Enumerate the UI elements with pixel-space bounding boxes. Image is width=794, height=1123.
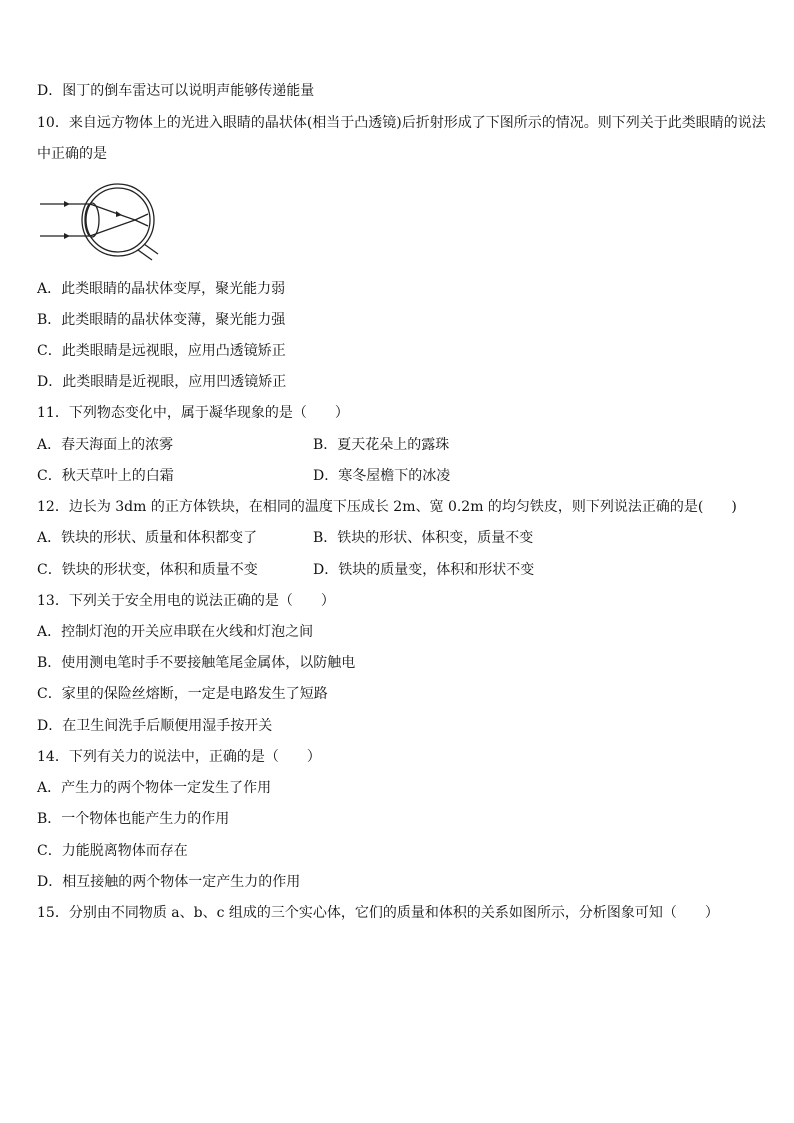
q11-option-a: A．春天海面上的浓雾	[37, 437, 174, 453]
refracted-ray-lower	[90, 220, 135, 236]
q12-option-c: C．铁块的形状变，体积和质量不变	[37, 562, 258, 578]
q11-option-d: D．寒冬屋檐下的冰凌	[313, 468, 451, 484]
eyeball-outline	[82, 184, 154, 256]
optic-nerve-lower	[138, 250, 152, 260]
q11-stem: 11．下列物态变化中，属于凝华现象的是（ ）	[37, 405, 349, 421]
q15-stem: 15．分别由不同物质 a、b、c 组成的三个实心体，它们的质量和体积的关系如图所示，分析图象可知（ ）	[37, 905, 719, 921]
q10-option-d: D．此类眼睛是近视眼，应用凹透镜矫正	[37, 374, 287, 390]
q14-option-a: A．产生力的两个物体一定发生了作用	[37, 780, 272, 796]
q12-option-b: B．铁块的形状、体积变，质量不变	[313, 530, 534, 546]
q10-option-c: C．此类眼睛是远视眼，应用凸透镜矫正	[37, 343, 286, 359]
q14-stem: 14．下列有关力的说法中，正确的是（ ）	[37, 749, 321, 765]
arrow-upper	[64, 201, 70, 207]
eye-diagram	[40, 182, 170, 262]
q10-option-b: B．此类眼睛的晶状体变薄，聚光能力强	[37, 312, 286, 328]
diverging-ray-upper	[135, 220, 148, 226]
diverging-ray-lower	[135, 214, 148, 220]
q13-option-b: B．使用测电笔时手不要接触笔尾金属体，以防触电	[37, 655, 356, 671]
optic-nerve-upper	[144, 244, 158, 254]
q13-option-a: A．控制灯泡的开关应串联在火线和灯泡之间	[37, 624, 314, 640]
q14-option-c: C．力能脱离物体而存在	[37, 843, 188, 859]
q13-option-d: D．在卫生间洗手后顺便用湿手按开关	[37, 718, 273, 734]
q13-stem: 13．下列关于安全用电的说法正确的是（ ）	[37, 593, 335, 609]
q14-option-d: D．相互接触的两个物体一定产生力的作用	[37, 874, 301, 890]
refracted-ray-upper	[90, 204, 135, 220]
q10-stem-line1: 10．来自远方物体上的光进入眼睛的晶状体(相当于凸透镜)后折射形成了下图所示的情况。则下列关于此类眼睛的说法	[37, 115, 766, 131]
q10-option-a: A．此类眼睛的晶状体变厚，聚光能力弱	[37, 281, 286, 297]
q10-stem-line2: 中正确的是	[37, 146, 107, 162]
q11-option-c: C．秋天草叶上的白霜	[37, 468, 174, 484]
q12-option-a: A．铁块的形状、质量和体积都变了	[37, 530, 258, 546]
eyeball-inner	[86, 188, 150, 252]
q12-stem: 12．边长为 3dm 的正方体铁块，在相同的温度下压成长 2m、宽 0.2m 的均匀铁皮，则下列说法正确的是( )	[37, 499, 737, 515]
q12-option-d: D．铁块的质量变，体积和形状不变	[313, 562, 535, 578]
arrow-lower	[64, 233, 70, 239]
q11-option-b: B．夏天花朵上的露珠	[313, 437, 450, 453]
q13-option-c: C．家里的保险丝熔断，一定是电路发生了短路	[37, 686, 328, 702]
q9-option-d: D．图丁的倒车雷达可以说明声能够传递能量	[37, 83, 315, 99]
crystalline-lens	[85, 203, 99, 237]
arrow-refracted	[116, 211, 122, 217]
q14-option-b: B．一个物体也能产生力的作用	[37, 811, 230, 827]
